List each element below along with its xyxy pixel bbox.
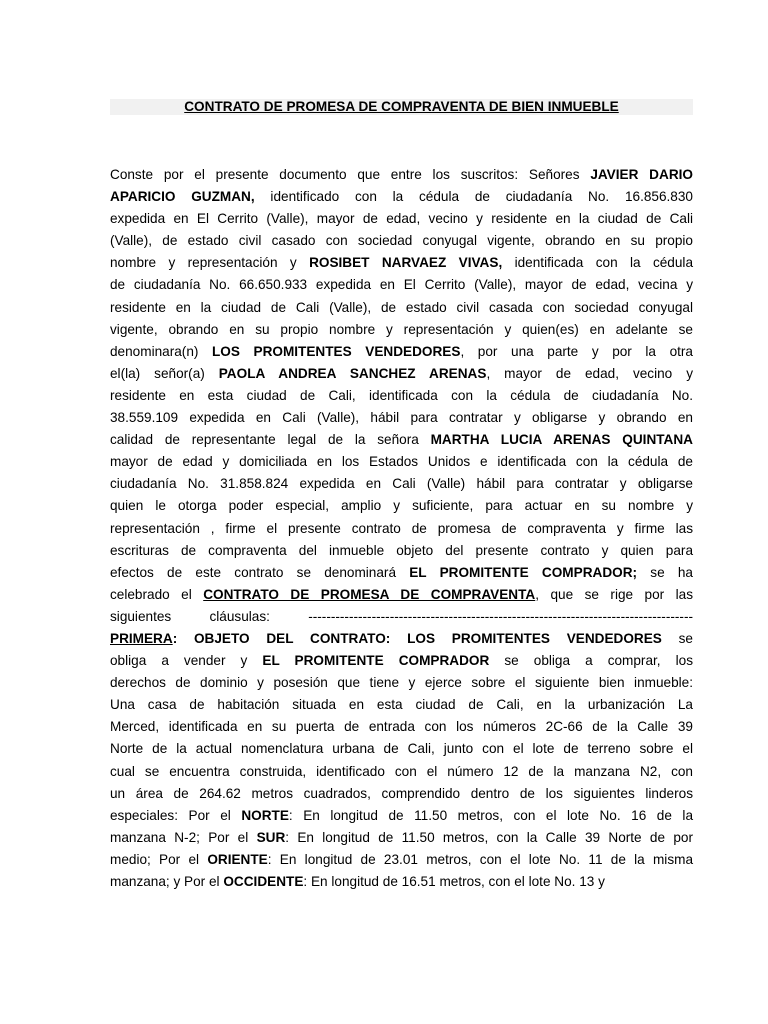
text-run: de ciudadanía No. 66.650.933 expedida en El Cerrito (Valle), mayor de edad, vecina y [110, 277, 693, 293]
bold-text: EL PROMITENTE COMPRADOR; [409, 564, 638, 580]
text-run: Norte de la actual nomenclatura urbana de Cali, junto con el lote de terreno sobre el [110, 741, 693, 757]
bold-text: : OBJETO DEL CONTRATO: LOS PROMITENTES VENDEDORES [172, 630, 662, 646]
text-run: residente en esta ciudad de Cali, identificada con la cédula de ciudadanía No. [110, 387, 693, 403]
text-run: efectos de este contrato se denominará [110, 564, 410, 580]
text-run: : En longitud de 16.51 metros, con el lote No. 13 y [303, 874, 605, 889]
text-run: celebrado el [110, 586, 204, 602]
body-line [110, 694, 693, 716]
bold-text: EL PROMITENTE COMPRADOR [262, 653, 490, 669]
text-run: vigente, obrando en su propio nombre y representación y quien(es) en adelante se [110, 321, 693, 337]
document-title: CONTRATO DE PROMESA DE COMPRAVENTA DE BIEN INMUEBLE [110, 99, 693, 115]
text-run: : En longitud de 11.50 metros, con la Calle 39 Norte de por [285, 829, 693, 845]
text-run: manzana N-2; Por el [110, 829, 257, 845]
text-run: Conste por el presente documento que entre los suscritos: Señores [110, 167, 591, 182]
body-line [110, 297, 693, 319]
bold-text: ORIENTE [207, 851, 268, 867]
body-line [110, 584, 693, 606]
text-run: identificada con la cédula [502, 255, 694, 271]
text-run: , por una parte y por la otra [460, 343, 693, 359]
text-run: se [661, 630, 693, 646]
text-run: Una casa de habitación situada en esta ciudad de Cali, en la urbanización La [110, 697, 693, 713]
bold-text: ROSIBET NARVAEZ VIVAS, [309, 255, 503, 271]
body-line [110, 319, 693, 341]
body-line [110, 363, 693, 385]
body-line [110, 540, 693, 562]
text-run: : En longitud de 23.01 metros, con el lote No. 11 de la misma [267, 851, 694, 867]
body-line [110, 827, 693, 849]
body-line [110, 518, 693, 540]
text-run: especiales: Por el [110, 807, 242, 823]
body-line [110, 341, 693, 363]
text-run: , que se rige por las [535, 586, 694, 602]
text-run: mayor de edad y domiciliada en los Estados Unidos e identificada con la cédula de [110, 454, 693, 470]
text-run: manzana; y Por el [110, 874, 224, 889]
body-line [110, 495, 693, 517]
bold-text: OCCIDENTE [223, 874, 304, 889]
text-run: 38.559.109 expedida en Cali (Valle), hábil para contratar y obligarse y obrando en [110, 410, 693, 426]
text-run: : En longitud de 11.50 metros, con el lote No. 16 de la [288, 807, 693, 823]
bold-text: NORTE [241, 807, 289, 823]
body-line [110, 849, 693, 871]
body-line [110, 230, 693, 252]
body-line [110, 164, 693, 186]
bold-text: JAVIER DARIO [590, 167, 693, 182]
bold-text: LOS PROMITENTES VENDEDORES [211, 343, 461, 359]
body-line [110, 186, 693, 208]
body-line [110, 385, 693, 407]
text-run: , mayor de edad, vecino y [486, 365, 693, 381]
text-run: un área de 264.62 metros cuadrados, comprendido dentro de los siguientes linderos [110, 785, 693, 801]
text-run: se obliga a comprar, los [489, 653, 693, 669]
text-run: (Valle), de estado civil casado con sociedad conyugal vigente, obrando en su propio [110, 233, 693, 249]
bold-text: CONTRATO DE PROMESA DE COMPRAVENTA [203, 586, 536, 602]
contract-body [110, 164, 693, 893]
text-run: calidad de representante legal de la señora [110, 432, 431, 448]
body-line [110, 562, 693, 584]
body-line [110, 805, 693, 827]
body-line [110, 208, 693, 230]
bold-text: APARICIO GUZMAN, [110, 189, 255, 205]
text-run: se ha [637, 564, 693, 580]
body-line [110, 650, 693, 672]
body-line [110, 606, 693, 628]
body-line [110, 761, 693, 783]
text-run: escrituras de compraventa del inmueble objeto del presente contrato y quien para [110, 542, 693, 558]
body-line [110, 783, 693, 805]
bold-text: PAOLA ANDREA SANCHEZ ARENAS [218, 365, 487, 381]
text-run: siguientes cláusulas: ------------------------------------------------------------------------------------- [110, 608, 693, 624]
text-run: quien le otorga poder especial, amplio y suficiente, para actuar en su nombre y [110, 498, 693, 514]
body-line [110, 451, 693, 473]
body-line [110, 628, 693, 650]
body-line [110, 716, 693, 738]
body-line [110, 274, 693, 296]
bold-text: MARTHA LUCIA ARENAS QUINTANA [430, 432, 694, 448]
text-run: expedida en El Cerrito (Valle), mayor de edad, vecino y residente en la ciudad de Cali [110, 211, 693, 227]
body-line [110, 429, 693, 451]
text-run: nombre y representación y [110, 255, 310, 271]
body-line [110, 407, 693, 429]
text-run: medio; Por el [110, 851, 208, 867]
text-run: residente en la ciudad de Cali (Valle), de estado civil casada con sociedad conyugal [110, 299, 693, 315]
body-line [110, 252, 693, 274]
text-run: ciudadanía No. 31.858.824 expedida en Cali (Valle) hábil para contratar y obligarse [110, 476, 693, 492]
text-run: obliga a vender y [110, 653, 263, 669]
bold-text: SUR [256, 829, 286, 845]
text-run: el(la) señor(a) [110, 365, 219, 381]
text-run: denominara(n) [110, 343, 212, 359]
text-run: representación , firme el presente contrato de promesa de compraventa y firme las [110, 520, 693, 536]
text-run: cual se encuentra construida, identificado con el número 12 de la manzana N2, con [110, 763, 693, 779]
body-line [110, 473, 693, 495]
body-line [110, 738, 693, 760]
text-run: derechos de dominio y posesión que tiene y ejerce sobre el siguiente bien inmueble: [110, 675, 693, 691]
body-line [110, 871, 693, 893]
bold-text: PRIMERA [110, 630, 173, 646]
body-line [110, 672, 693, 694]
text-run: Merced, identificada en su puerta de entrada con los números 2C-66 de la Calle 39 [110, 719, 693, 735]
text-run: identificado con la cédula de ciudadanía No. 16.856.830 [254, 189, 693, 205]
